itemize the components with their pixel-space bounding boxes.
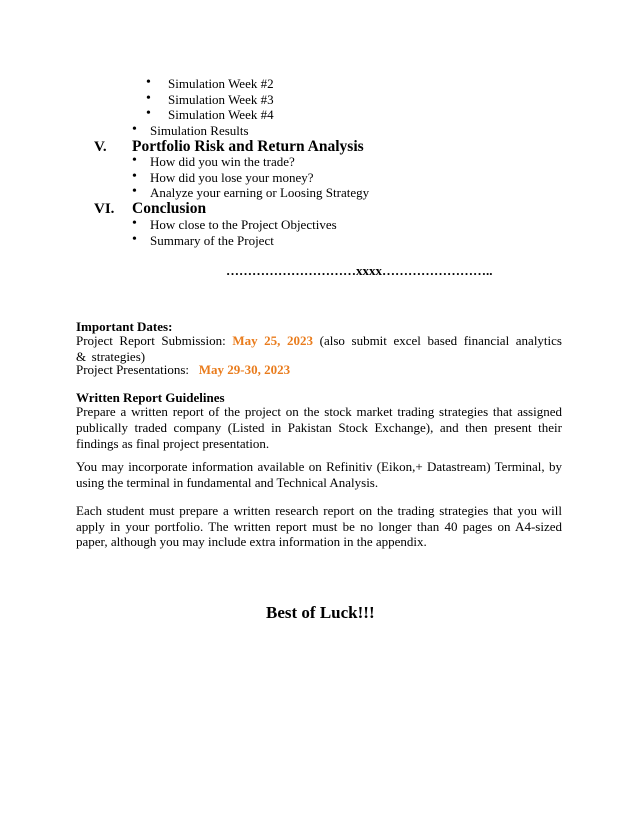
section-5-item: How did you lose your money?: [150, 170, 314, 185]
section-5-item: Analyze your earning or Loosing Strategy: [150, 185, 370, 200]
submission-line: [76, 333, 562, 364]
submission-date: May 25, 2023: [232, 333, 314, 348]
sim-week-2: Simulation Week #2: [168, 76, 274, 91]
section-5-item: How did you win the trade?: [150, 154, 295, 169]
bullet-icon: •: [146, 75, 151, 90]
sim-week-4: Simulation Week #4: [168, 107, 274, 122]
bullet-icon: •: [146, 91, 151, 106]
guidelines-paragraph-2: You may incorporate information available on Refinitiv (Eikon,+ Datastream) Terminal, by using the terminal in fundamental and Technical Analysis.: [76, 459, 562, 490]
presentations-date: May 29-30, 2023: [198, 362, 291, 377]
bullet-icon: •: [146, 106, 151, 121]
section-6-title: Conclusion: [132, 200, 207, 217]
section-6-item: Summary of the Project: [150, 233, 274, 248]
sim-week-3: Simulation Week #3: [168, 92, 274, 107]
submission-suffix: (also submit excel based financial analytics & strategies): [76, 333, 562, 364]
bullet-icon: •: [132, 232, 137, 247]
section-6-item: How close to the Project Objectives: [150, 217, 337, 232]
closing-text: Best of Luck!!!: [266, 603, 375, 622]
dates-heading: Important Dates:: [76, 319, 173, 334]
guidelines-paragraph-3: Each student must prepare a written research report on the trading strategies that you will apply in your portfolio. The written report must be no longer than 40 pages on A4-sized paper, although you may include extra information in the appendix.: [76, 503, 562, 549]
bullet-icon: •: [132, 153, 137, 168]
bullet-icon: •: [132, 169, 137, 184]
bullet-icon: •: [132, 184, 137, 199]
section-5-title: Portfolio Risk and Return Analysis: [132, 138, 364, 155]
guidelines-paragraph-1: Prepare a written report of the project on the stock market trading strategies that assigned publically traded company (Listed in Pakistan Stock Exchange), and then present their findings as final project presentation.: [76, 404, 562, 451]
bullet-icon: •: [132, 122, 137, 137]
section-5-number: V.: [94, 139, 107, 155]
divider-text: …………………………xxxx……………………..: [226, 263, 493, 278]
guidelines-heading: Written Report Guidelines: [76, 390, 225, 405]
sim-results: Simulation Results: [150, 123, 249, 138]
submission-prefix: Project Report Submission:: [76, 333, 226, 348]
presentations-line: [76, 362, 290, 377]
presentations-prefix: Project Presentations:: [76, 362, 190, 377]
bullet-icon: •: [132, 216, 137, 231]
section-6-number: VI.: [94, 201, 115, 217]
